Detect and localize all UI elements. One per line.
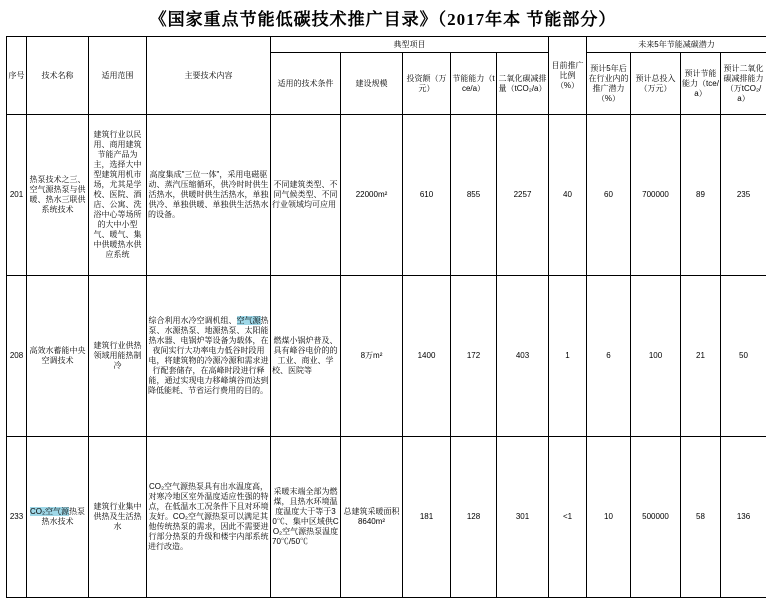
cell-applicable-conditions: 不同建筑类型、不同气候类型、不同行业领域均可应用 (271, 115, 341, 276)
col-header-tech-name: 技术名称 (27, 37, 89, 115)
table-row (7, 276, 766, 437)
col-header-scope: 适用范围 (89, 37, 147, 115)
cell-build-scale: 8万m² (341, 276, 403, 437)
group-header-typical-project: 典型项目 (271, 37, 549, 53)
cell-energy-saving: 128 (451, 437, 497, 598)
col-header-expect-energy: 预计节能能力（tce/a） (681, 53, 721, 115)
cell-scope: 建筑行业集中供热及生活热水 (89, 437, 147, 598)
cell-total-investment: 100 (631, 276, 681, 437)
cell-goal-ratio: <1 (549, 437, 587, 598)
cell-tech-name: 热泵技术之三、空气源热泵与供暖、热水三联供系统技术 (27, 115, 89, 276)
col-header-energy-saving: 节能能力（tce/a） (451, 53, 497, 115)
table-row (7, 437, 766, 598)
cell-expect-co2: 136 (721, 437, 766, 598)
col-header-total-investment: 预计总投入（万元） (631, 53, 681, 115)
col-header-expect-co2: 预计二氧化碳减排能力（万tCO₂/a） (721, 53, 766, 115)
cell-build-scale: 总建筑采暖面积8640m² (341, 437, 403, 598)
table-body (7, 115, 766, 598)
cell-main-content: 高度集成"三位一体"，采用电磁驱动、蒸汽压缩循环，供冷时时供生活热水，供暖时供生活热水，单独供冷、单独供暖、单独供生活热水的设备。 (147, 115, 271, 276)
cell-expect-energy: 21 (681, 276, 721, 437)
cell-seq: 208 (7, 276, 27, 437)
col-header-co2-reduction: 二氧化碳减排量（tCO₂/a） (497, 53, 549, 115)
col-header-build-scale: 建设规模 (341, 53, 403, 115)
page-title: 《国家重点节能低碳技术推广目录》（2017年本 节能部分） (6, 0, 760, 36)
cell-scope: 建筑行业以民用、商用建筑节能产品为主，选择大中型建筑用机市场，尤其是学校、医院、酒店、公寓、洗浴中心等场所的大中小型气、暖气、集中供暖热水供应系统 (89, 115, 147, 276)
cell-expect-energy: 58 (681, 437, 721, 598)
cell-expect-co2: 235 (721, 115, 766, 276)
cell-expect-energy: 89 (681, 115, 721, 276)
cell-future-ratio: 10 (587, 437, 631, 598)
cell-energy-saving: 855 (451, 115, 497, 276)
highlighted-term: CO₂空气源 (30, 507, 69, 516)
table-header-group-row (7, 37, 766, 53)
cell-seq: 233 (7, 437, 27, 598)
cell-main-content: 综合利用水冷空调机组、空气源热泵、水源热泵、地源热泵、太阳能热水器、电锅炉等设备为载体，在夜间实行大功率电力低谷时段用电，将建筑物的冷源冷源和需求进行配套储存，在高峰时段进行释能，通过实现电力移峰填谷而达到降低能耗、节省运行费用的目的。 (147, 276, 271, 437)
cell-co2-reduction: 301 (497, 437, 549, 598)
technology-catalog-table (6, 36, 766, 598)
cell-future-ratio: 60 (587, 115, 631, 276)
cell-co2-reduction: 2257 (497, 115, 549, 276)
cell-build-scale: 22000m² (341, 115, 403, 276)
col-header-applicable-conditions: 适用的技术条件 (271, 53, 341, 115)
col-header-investment: 投资额（万元） (403, 53, 451, 115)
cell-applicable-conditions: 燃煤小锅炉普及、具有峰谷电价的的工业、商业、学校、医院等 (271, 276, 341, 437)
cell-investment: 1400 (403, 276, 451, 437)
cell-investment: 181 (403, 437, 451, 598)
cell-tech-name: 高效水蓄能中央空调技术 (27, 276, 89, 437)
cell-tech-name: CO₂空气源热泵热水技术 (27, 437, 89, 598)
cell-scope: 建筑行业供热领域用能热制冷 (89, 276, 147, 437)
cell-expect-co2: 50 (721, 276, 766, 437)
cell-co2-reduction: 403 (497, 276, 549, 437)
group-header-future-potential: 未来5年节能减碳潜力 (587, 37, 766, 53)
cell-seq: 201 (7, 115, 27, 276)
cell-future-ratio: 6 (587, 276, 631, 437)
cell-goal-ratio: 40 (549, 115, 587, 276)
col-header-main-content: 主要技术内容 (147, 37, 271, 115)
highlighted-term: 空气源 (237, 316, 261, 325)
cell-total-investment: 500000 (631, 437, 681, 598)
col-header-goal-ratio: 目前推广比例（%） (549, 37, 587, 115)
cell-investment: 610 (403, 115, 451, 276)
cell-energy-saving: 172 (451, 276, 497, 437)
cell-main-content: CO₂空气源热泵具有出水温度高，对寒冷地区室外温度适应性强的特点，在低温水工况条件下且对环境友好。CO₂空气源热泵可以满足其他传统热泵的需求，因此不需要进行部分热泵的升级和楼宇内部系统进行改造。 (147, 437, 271, 598)
col-header-future-ratio: 预计5年后在行业内的推广潜力（%） (587, 53, 631, 115)
cell-goal-ratio: 1 (549, 276, 587, 437)
cell-applicable-conditions: 采暖末端全部为燃煤，且热水环境温度温度大于等于30℃、集中区域供CO₂空气源热泵温度70℃/50℃ (271, 437, 341, 598)
col-header-seq: 序号 (7, 37, 27, 115)
cell-total-investment: 700000 (631, 115, 681, 276)
table-row (7, 115, 766, 276)
